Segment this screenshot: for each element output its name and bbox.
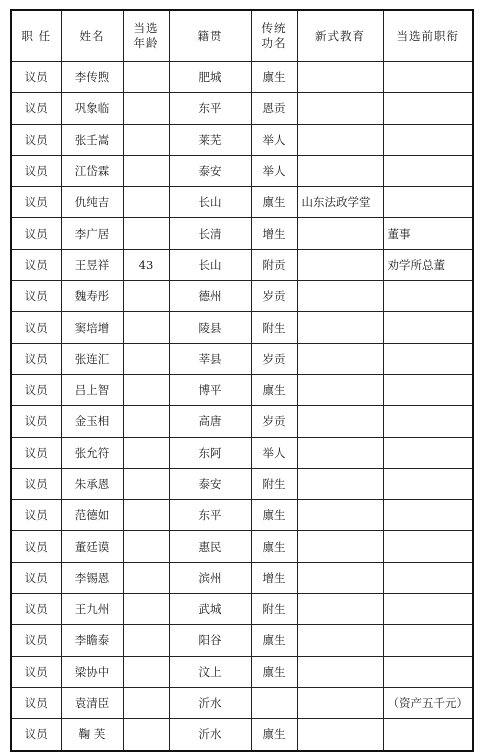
- post-cell: 议员: [11, 62, 61, 93]
- age-cell: [123, 625, 169, 656]
- education-cell: [297, 656, 383, 687]
- degree-cell: 廪生: [251, 531, 297, 562]
- age-cell: [123, 312, 169, 343]
- age-cell: [123, 406, 169, 437]
- prior-cell: [383, 93, 473, 124]
- prior-cell: [383, 187, 473, 218]
- prior-cell: [383, 656, 473, 687]
- degree-cell: 附生: [251, 468, 297, 499]
- table-row: [11, 594, 473, 625]
- table-row: [11, 374, 473, 405]
- education-cell: [297, 281, 383, 312]
- origin-cell: 惠民: [169, 531, 251, 562]
- degree-cell: 举人: [251, 155, 297, 186]
- origin-cell: 汶上: [169, 656, 251, 687]
- education-cell: [297, 719, 383, 751]
- post-cell: 议员: [11, 281, 61, 312]
- origin-cell: 德州: [169, 281, 251, 312]
- origin-cell: 东平: [169, 500, 251, 531]
- origin-cell: 泰安: [169, 155, 251, 186]
- name-cell: 李传煦: [61, 62, 123, 93]
- education-cell: [297, 249, 383, 280]
- origin-cell: 长山: [169, 187, 251, 218]
- post-cell: 议员: [11, 656, 61, 687]
- education-cell: [297, 406, 383, 437]
- header-post: 职 任: [11, 10, 61, 62]
- degree-cell: 附生: [251, 312, 297, 343]
- table-row: [11, 531, 473, 562]
- origin-cell: 莘县: [169, 343, 251, 374]
- age-cell: [123, 719, 169, 751]
- origin-cell: 东阿: [169, 437, 251, 468]
- education-cell: [297, 468, 383, 499]
- name-cell: 梁协中: [61, 656, 123, 687]
- age-cell: [123, 281, 169, 312]
- degree-cell: 增生: [251, 218, 297, 249]
- education-cell: [297, 594, 383, 625]
- name-cell: 范德如: [61, 500, 123, 531]
- name-cell: 王昱祥: [61, 249, 123, 280]
- origin-cell: 沂水: [169, 687, 251, 718]
- name-cell: 袁清臣: [61, 687, 123, 718]
- education-cell: [297, 562, 383, 593]
- degree-cell: 附贡: [251, 249, 297, 280]
- table-row: [11, 343, 473, 374]
- origin-cell: 泰安: [169, 468, 251, 499]
- education-cell: [297, 218, 383, 249]
- table-row: [11, 406, 473, 437]
- table-row: [11, 719, 473, 751]
- name-cell: 金玉相: [61, 406, 123, 437]
- name-cell: 李瞻泰: [61, 625, 123, 656]
- table-row: [11, 312, 473, 343]
- post-cell: 议员: [11, 500, 61, 531]
- origin-cell: 滨州: [169, 562, 251, 593]
- prior-cell: [383, 155, 473, 186]
- degree-cell: 恩贡: [251, 93, 297, 124]
- post-cell: 议员: [11, 468, 61, 499]
- prior-cell: [383, 374, 473, 405]
- degree-cell: 廪生: [251, 374, 297, 405]
- age-cell: [123, 218, 169, 249]
- origin-cell: 博平: [169, 374, 251, 405]
- age-cell: [123, 124, 169, 155]
- origin-cell: 阳谷: [169, 625, 251, 656]
- prior-cell: [383, 437, 473, 468]
- education-cell: [297, 124, 383, 155]
- age-cell: [123, 594, 169, 625]
- table-row: [11, 562, 473, 593]
- education-cell: [297, 62, 383, 93]
- prior-cell: [383, 531, 473, 562]
- post-cell: 议员: [11, 531, 61, 562]
- name-cell: 王九州: [61, 594, 123, 625]
- post-cell: 议员: [11, 93, 61, 124]
- header-row: [11, 10, 473, 62]
- degree-cell: 廪生: [251, 656, 297, 687]
- origin-cell: 长清: [169, 218, 251, 249]
- age-cell: [123, 62, 169, 93]
- name-cell: 鞠 芙: [61, 719, 123, 751]
- degree-cell: 岁贡: [251, 406, 297, 437]
- prior-cell: [383, 343, 473, 374]
- name-cell: 吕上智: [61, 374, 123, 405]
- prior-cell: [383, 406, 473, 437]
- age-cell: 43: [123, 249, 169, 280]
- name-cell: 朱承恩: [61, 468, 123, 499]
- table-row: [11, 437, 473, 468]
- prior-cell: [383, 62, 473, 93]
- age-cell: [123, 687, 169, 718]
- education-cell: [297, 343, 383, 374]
- degree-cell: 举人: [251, 437, 297, 468]
- education-cell: [297, 687, 383, 718]
- post-cell: 议员: [11, 719, 61, 751]
- age-cell: [123, 187, 169, 218]
- name-cell: 张连汇: [61, 343, 123, 374]
- education-cell: [297, 625, 383, 656]
- age-cell: [123, 343, 169, 374]
- post-cell: 议员: [11, 343, 61, 374]
- table-row: [11, 625, 473, 656]
- name-cell: 仇纯吉: [61, 187, 123, 218]
- age-cell: [123, 531, 169, 562]
- degree-cell: 附生: [251, 594, 297, 625]
- degree-cell: 廪生: [251, 187, 297, 218]
- origin-cell: 高唐: [169, 406, 251, 437]
- post-cell: 议员: [11, 406, 61, 437]
- post-cell: 议员: [11, 249, 61, 280]
- age-cell: [123, 500, 169, 531]
- post-cell: 议员: [11, 437, 61, 468]
- header-age: 当选年龄: [123, 10, 169, 62]
- table-row: [11, 687, 473, 718]
- origin-cell: 武城: [169, 594, 251, 625]
- post-cell: 议员: [11, 218, 61, 249]
- table-row: [11, 93, 473, 124]
- age-cell: [123, 562, 169, 593]
- name-cell: 江岱霖: [61, 155, 123, 186]
- age-cell: [123, 468, 169, 499]
- table-row: [11, 249, 473, 280]
- origin-cell: 陵县: [169, 312, 251, 343]
- post-cell: 议员: [11, 687, 61, 718]
- degree-cell: [251, 687, 297, 718]
- name-cell: 窦培增: [61, 312, 123, 343]
- name-cell: 魏寿彤: [61, 281, 123, 312]
- header-degree: 传统功名: [251, 10, 297, 62]
- header-name: 姓名: [61, 10, 123, 62]
- degree-cell: 廪生: [251, 500, 297, 531]
- degree-cell: 举人: [251, 124, 297, 155]
- prior-cell: [383, 594, 473, 625]
- degree-cell: 岁贡: [251, 281, 297, 312]
- age-cell: [123, 437, 169, 468]
- post-cell: 议员: [11, 312, 61, 343]
- prior-cell: [383, 562, 473, 593]
- degree-cell: 廪生: [251, 625, 297, 656]
- degree-cell: 岁贡: [251, 343, 297, 374]
- header-prior: 当选前职衔: [383, 10, 473, 62]
- education-cell: [297, 531, 383, 562]
- post-cell: 议员: [11, 124, 61, 155]
- name-cell: 李广居: [61, 218, 123, 249]
- name-cell: 张允符: [61, 437, 123, 468]
- post-cell: 议员: [11, 374, 61, 405]
- table-row: [11, 218, 473, 249]
- table-row: [11, 124, 473, 155]
- age-cell: [123, 155, 169, 186]
- origin-cell: 肥城: [169, 62, 251, 93]
- table-row: [11, 281, 473, 312]
- prior-cell: [383, 719, 473, 751]
- origin-cell: 长山: [169, 249, 251, 280]
- education-cell: [297, 374, 383, 405]
- prior-cell: 董事: [383, 218, 473, 249]
- degree-cell: 廪生: [251, 62, 297, 93]
- header-education: 新式教育: [297, 10, 383, 62]
- age-cell: [123, 93, 169, 124]
- prior-cell: [383, 500, 473, 531]
- post-cell: 议员: [11, 625, 61, 656]
- post-cell: 议员: [11, 562, 61, 593]
- education-cell: 山东法政学堂: [297, 187, 383, 218]
- table-row: [11, 187, 473, 218]
- name-cell: 张壬嵩: [61, 124, 123, 155]
- name-cell: 李锡恩: [61, 562, 123, 593]
- table-row: [11, 468, 473, 499]
- table-row: [11, 62, 473, 93]
- degree-cell: 廪生: [251, 719, 297, 751]
- header-origin: 籍贯: [169, 10, 251, 62]
- prior-cell: （资产五千元）: [383, 687, 473, 718]
- name-cell: 巩象临: [61, 93, 123, 124]
- table-row: [11, 155, 473, 186]
- education-cell: [297, 155, 383, 186]
- education-cell: [297, 93, 383, 124]
- origin-cell: 莱芜: [169, 124, 251, 155]
- table-row: [11, 500, 473, 531]
- council-members-table: [10, 9, 474, 752]
- prior-cell: [383, 625, 473, 656]
- name-cell: 董廷谟: [61, 531, 123, 562]
- prior-cell: 劝学所总董: [383, 249, 473, 280]
- prior-cell: [383, 124, 473, 155]
- degree-cell: 增生: [251, 562, 297, 593]
- post-cell: 议员: [11, 155, 61, 186]
- post-cell: 议员: [11, 594, 61, 625]
- prior-cell: [383, 468, 473, 499]
- age-cell: [123, 656, 169, 687]
- prior-cell: [383, 312, 473, 343]
- prior-cell: [383, 281, 473, 312]
- education-cell: [297, 312, 383, 343]
- post-cell: 议员: [11, 187, 61, 218]
- age-cell: [123, 374, 169, 405]
- origin-cell: 沂水: [169, 719, 251, 751]
- education-cell: [297, 437, 383, 468]
- education-cell: [297, 500, 383, 531]
- origin-cell: 东平: [169, 93, 251, 124]
- table-row: [11, 656, 473, 687]
